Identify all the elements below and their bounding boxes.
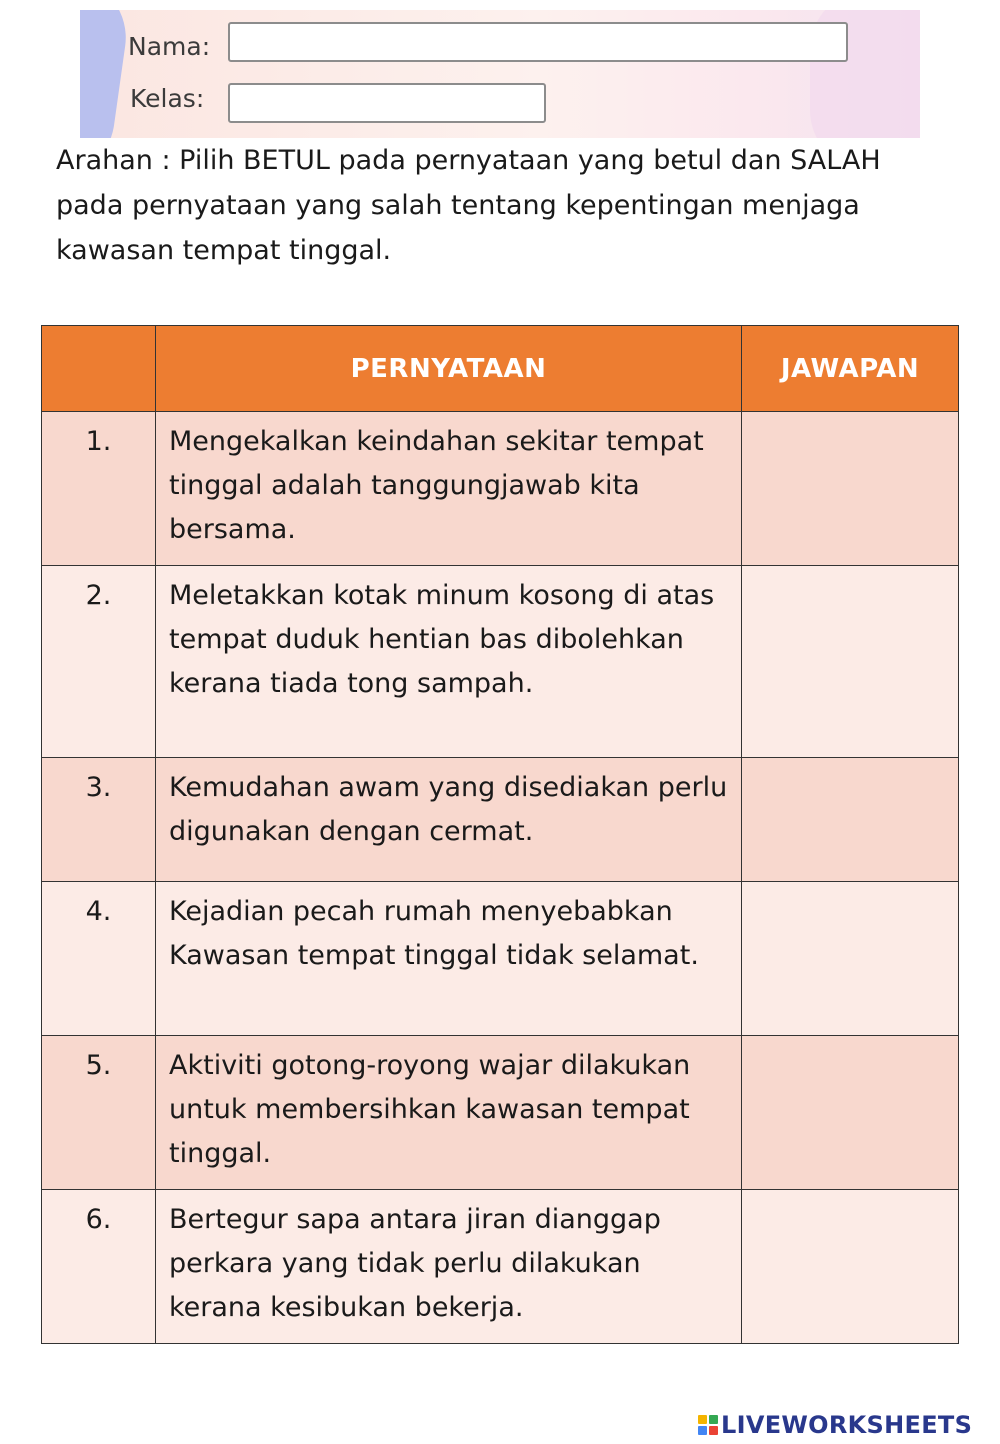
row-number: 3.: [42, 758, 156, 882]
row-statement: Meletakkan kotak minum kosong di atas tempat duduk hentian bas dibolehkan kerana tiada tong sampah.: [156, 566, 742, 758]
class-field[interactable]: [228, 83, 546, 123]
table-row: [42, 882, 959, 1036]
statement-table: [41, 325, 959, 1344]
table-header-row: [42, 326, 959, 412]
table-row: [42, 1190, 959, 1344]
row-number: 6.: [42, 1190, 156, 1344]
table-row: [42, 758, 959, 882]
row-number: 2.: [42, 566, 156, 758]
answer-cell[interactable]: [742, 412, 959, 566]
table-row: [42, 566, 959, 758]
row-statement: Aktiviti gotong-royong wajar dilakukan untuk membersihkan kawasan tempat tinggal.: [156, 1036, 742, 1190]
logo-square-blue: [698, 1426, 707, 1435]
row-number: 5.: [42, 1036, 156, 1190]
row-statement: Kejadian pecah rumah menyebabkan Kawasan tempat tinggal tidak selamat.: [156, 882, 742, 1036]
answer-cell[interactable]: [742, 882, 959, 1036]
header-answer: JAWAPAN: [742, 326, 959, 412]
logo-square-green: [709, 1415, 718, 1424]
instruction-text: Arahan : Pilih BETUL pada pernyataan yang betul dan SALAH pada pernyataan yang salah tentang kepentingan menjaga kawasan tempat tinggal.: [56, 145, 881, 266]
answer-cell[interactable]: [742, 566, 959, 758]
class-label: Kelas:: [130, 84, 205, 113]
row-number: 1.: [42, 412, 156, 566]
banner-decoration-left: [80, 10, 134, 138]
header-number: [42, 326, 156, 412]
row-statement: Mengekalkan keindahan sekitar tempat tinggal adalah tanggungjawab kita bersama.: [156, 412, 742, 566]
answer-cell[interactable]: [742, 1036, 959, 1190]
logo-square-red: [709, 1426, 718, 1435]
name-field[interactable]: [228, 22, 848, 62]
logo-grid-icon: [698, 1415, 718, 1435]
row-statement: Kemudahan awam yang disediakan perlu digunakan dengan cermat.: [156, 758, 742, 882]
answer-cell[interactable]: [742, 758, 959, 882]
row-statement: Bertegur sapa antara jiran dianggap perkara yang tidak perlu dilakukan kerana kesibukan bekerja.: [156, 1190, 742, 1344]
table-row: [42, 412, 959, 566]
name-label: Nama:: [128, 32, 211, 61]
row-number: 4.: [42, 882, 156, 1036]
liveworksheets-logo: [698, 1410, 972, 1440]
answer-cell[interactable]: [742, 1190, 959, 1344]
table-row: [42, 1036, 959, 1190]
header-statement: PERNYATAAN: [156, 326, 742, 412]
logo-square-yellow: [698, 1415, 707, 1424]
logo-text: LIVEWORKSHEETS: [721, 1411, 973, 1439]
